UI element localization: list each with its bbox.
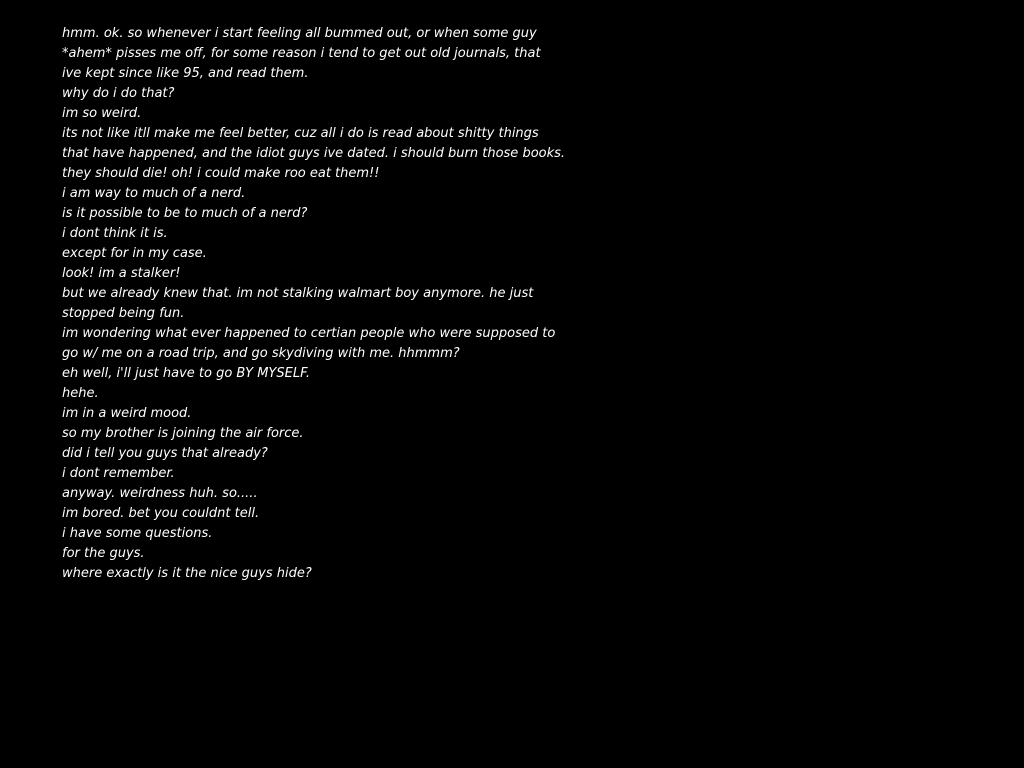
journal-line: did i tell you guys that already?: [62, 446, 268, 461]
journal-line: im in a weird mood.: [62, 406, 192, 421]
journal-line: ive kept since like 95, and read them.: [62, 66, 309, 81]
journal-line: its not like itll make me feel better, cuz all i do is read about shitty things: [62, 126, 539, 141]
journal-line: i have some questions.: [62, 526, 213, 541]
journal-line: stopped being fun.: [62, 306, 185, 321]
journal-line: that have happened, and the idiot guys ive dated. i should burn those books.: [62, 146, 566, 161]
journal-line: hehe.: [62, 386, 99, 401]
journal-line: why do i do that?: [62, 86, 175, 101]
journal-line: i dont remember.: [62, 466, 175, 481]
journal-line: is it possible to be to much of a nerd?: [62, 206, 308, 221]
journal-line: but we already knew that. im not stalking walmart boy anymore. he just: [62, 286, 534, 301]
journal-line: so my brother is joining the air force.: [62, 426, 304, 441]
journal-line: i am way to much of a nerd.: [62, 186, 246, 201]
journal-line: im bored. bet you couldnt tell.: [62, 506, 260, 521]
journal-line: anyway. weirdness huh. so.....: [62, 486, 258, 501]
journal-line: eh well, i'll just have to go BY MYSELF.: [62, 366, 310, 381]
journal-line: im wondering what ever happened to certian people who were supposed to: [62, 326, 556, 341]
journal-line: for the guys.: [62, 546, 145, 561]
journal-entry: [62, 24, 602, 584]
journal-line: go w/ me on a road trip, and go skydiving with me. hhmmm?: [62, 346, 460, 361]
journal-line: hmm. ok. so whenever i start feeling all bummed out, or when some guy: [62, 26, 537, 41]
journal-line: except for in my case.: [62, 246, 207, 261]
journal-line: look! im a stalker!: [62, 266, 181, 281]
journal-line: i dont think it is.: [62, 226, 168, 241]
journal-line: im so weird.: [62, 106, 142, 121]
journal-line: where exactly is it the nice guys hide?: [62, 566, 312, 581]
journal-line: they should die! oh! i could make roo eat them!!: [62, 166, 380, 181]
journal-line: *ahem* pisses me off, for some reason i tend to get out old journals, that: [62, 46, 541, 61]
